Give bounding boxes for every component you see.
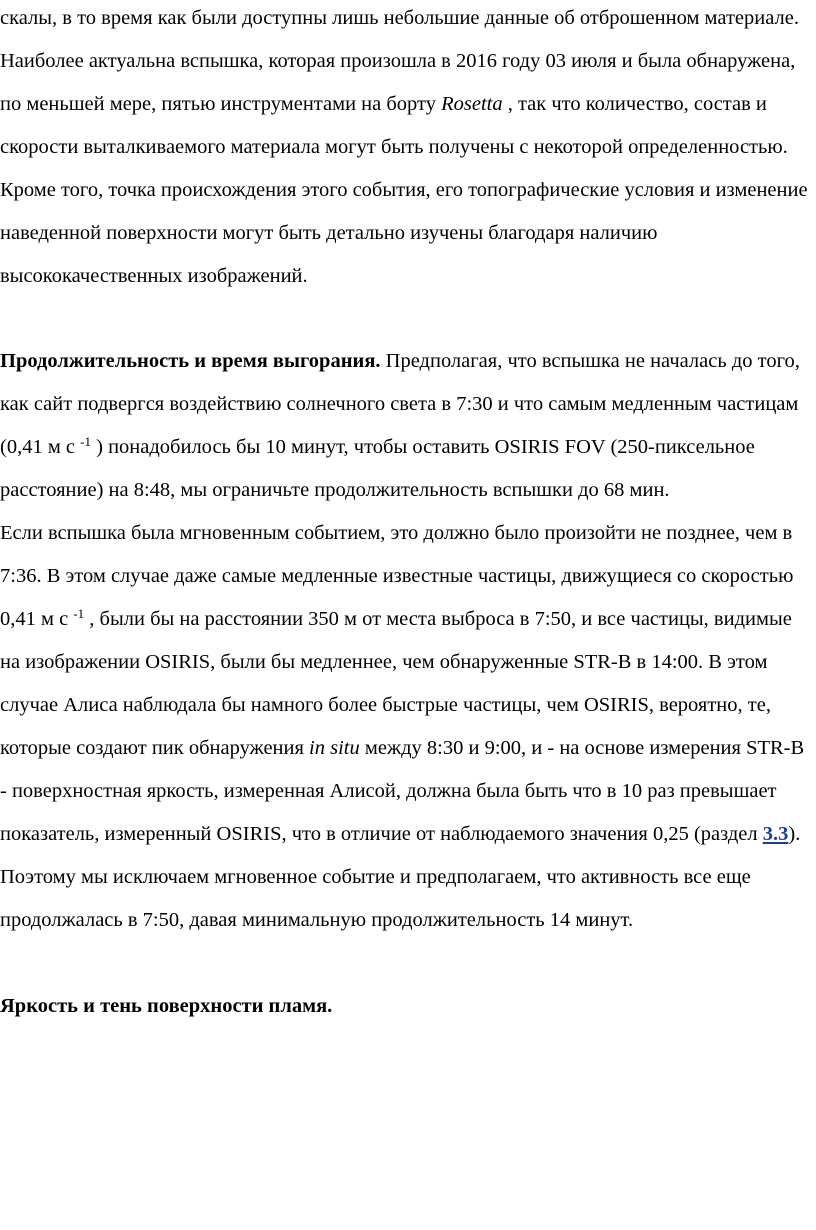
paragraph-instant-text-1: Если вспышка была мгновенным событием, это должно было произойти не позднее, чем в 7:36. В этом случае даже самые медленные известные частицы, движущиеся со скоростью 0,41 м с xyxy=(0,522,794,630)
paragraph-intro-text: скалы, в то время как были доступны лишь небольшие данные об отброшенном материале. xyxy=(0,7,799,29)
paragraph-outburst xyxy=(0,40,810,298)
section-link-3-3[interactable]: 3.3 xyxy=(762,823,789,845)
paragraph-duration-text-1: Предполагая, что вспышка не началась до того, как сайт подвергся воздействию солнечного света в 7:30 и что самым медленным частицам (0,41 м с xyxy=(0,350,800,458)
paragraph-instant-event xyxy=(0,512,810,942)
superscript-minus-one: -1 xyxy=(80,434,91,449)
paragraph-instant-text-4: ). Поэтому мы исключаем мгновенное событие и предполагаем, что активность все еще продолжалась в 7:50, давая минимальную продолжительность 14 минут. xyxy=(0,823,801,931)
rosetta-italic: Rosetta xyxy=(441,93,503,115)
section-heading-duration: Продолжительность и время выгорания. xyxy=(0,350,381,372)
paragraph-instant-text-2: , были бы на расстоянии 350 м от места выброса в 7:50, и все частицы, видимые на изображении OSIRIS, были бы медленнее, чем обнаруженные STR-B в 14:00. В этом случае Алиса наблюдала бы намного более быстрые частицы, чем OSIRIS, вероятно, те, которые создают пик обнаружения xyxy=(0,608,792,759)
section-heading-brightness: Яркость и тень поверхности пламя. xyxy=(0,995,333,1017)
paragraph-outburst-text-2: , так что количество, состав и скорости выталкиваемого материала могут быть получены с некоторой определенностью. Кроме того, точка происхождения этого события, его топографические условия и изменение наведенной поверхности могут быть детально изучены благодаря наличию высококачественных изображений. xyxy=(0,93,808,287)
paragraph-outburst-text-1: Наиболее актуальна вспышка, которая произошла в 2016 году 03 июля и была обнаружена, по меньшей мере, пятью инструментами на борту xyxy=(0,50,796,115)
paragraph-intro xyxy=(0,0,810,40)
in-situ-italic: in situ xyxy=(309,737,360,759)
superscript-minus-one-2: -1 xyxy=(73,606,85,621)
paragraph-instant-text-3: между 8:30 и 9:00, и - на основе измерения STR-B - поверхностная яркость, измеренная Алисой, должна была быть что в 10 раз превышает показатель, измеренный OSIRIS, что в отличие от наблюдаемого значения 0,25 (раздел xyxy=(0,737,805,845)
paragraph-duration xyxy=(0,340,810,512)
paragraph-duration-text-2: ) понадобилось бы 10 минут, чтобы оставить OSIRIS FOV (250-пиксельное расстояние) на 8:48, мы ограничьте продолжительность вспышки до 68 мин. xyxy=(0,436,755,501)
